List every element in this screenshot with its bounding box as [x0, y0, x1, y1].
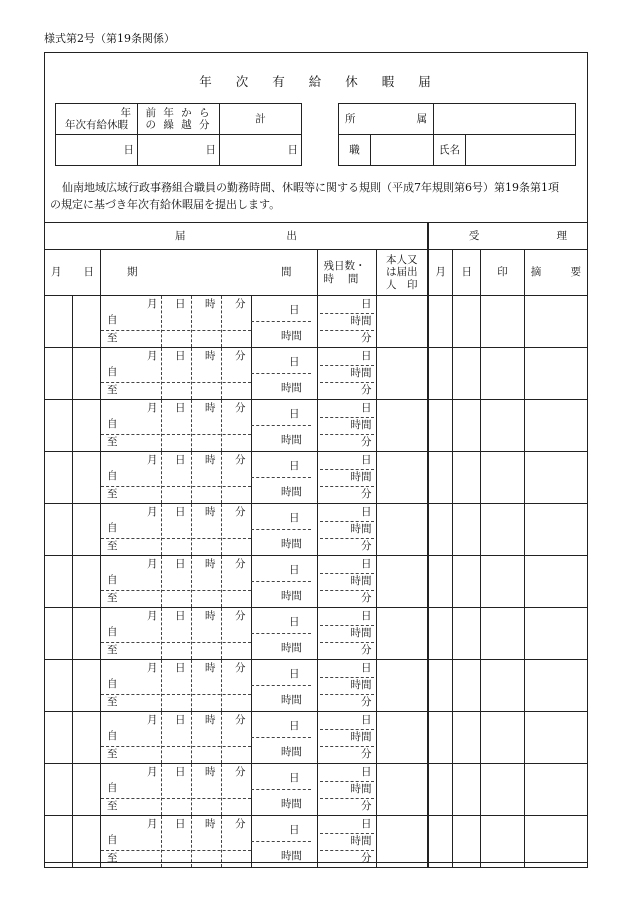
- row-receipt-remarks-field[interactable]: [524, 296, 587, 348]
- row-remaining-field[interactable]: [318, 452, 376, 504]
- title-char: 有: [272, 74, 285, 89]
- summary-carryover-header: 前 年 か ら の 繰 越 分: [138, 104, 220, 135]
- request-row: [45, 296, 588, 348]
- row-period-field[interactable]: [100, 400, 318, 452]
- row-remaining-day-unit: 日: [361, 558, 372, 570]
- row-seal-field[interactable]: [376, 400, 428, 452]
- row-remaining-minute-unit: 分: [361, 592, 372, 604]
- row-from-label: 自: [106, 678, 118, 690]
- row-day-unit: 日: [174, 558, 186, 570]
- row-duration-day-unit: 日: [288, 356, 300, 368]
- row-remaining-field[interactable]: [318, 400, 376, 452]
- row-duration-day-unit: 日: [288, 616, 300, 628]
- row-duration-day-unit: 日: [288, 304, 300, 316]
- row-day-field[interactable]: [72, 712, 100, 764]
- row-remaining-minute-unit: 分: [361, 748, 372, 760]
- row-receipt-day-field[interactable]: [453, 712, 481, 764]
- row-minute-unit: 分: [234, 558, 246, 570]
- row-day-unit: 日: [174, 714, 186, 726]
- row-day-unit: 日: [174, 402, 186, 414]
- row-month-field[interactable]: [45, 556, 73, 608]
- row-month-field[interactable]: [45, 348, 73, 400]
- request-row: [45, 400, 588, 452]
- request-row: [45, 556, 588, 608]
- row-remaining-minute-unit: 分: [361, 800, 372, 812]
- position-field[interactable]: [371, 135, 434, 166]
- row-from-label: 自: [106, 626, 118, 638]
- row-from-label: 自: [106, 470, 118, 482]
- title-char: 次: [235, 74, 249, 89]
- row-from-label: 自: [106, 418, 118, 430]
- row-seal-field[interactable]: [376, 452, 428, 504]
- leave-summary-table: [55, 103, 384, 166]
- row-day-unit: 日: [174, 454, 186, 466]
- row-period-field[interactable]: [100, 296, 318, 348]
- row-receipt-month-field[interactable]: [428, 348, 453, 400]
- row-hour-unit: 時: [204, 402, 216, 414]
- row-remaining-minute-unit: 分: [361, 332, 372, 344]
- header-receipt-seal: 印: [481, 250, 525, 296]
- row-receipt-day-field[interactable]: [453, 348, 481, 400]
- row-remaining-day-unit: 日: [361, 662, 372, 674]
- row-duration-hours-unit: 時間: [280, 434, 302, 446]
- request-row: [45, 608, 588, 660]
- row-month-unit: 月: [146, 350, 158, 362]
- row-day-field[interactable]: [72, 816, 100, 868]
- row-period-field[interactable]: [100, 608, 318, 660]
- row-duration-hours-unit: 時間: [280, 486, 302, 498]
- row-receipt-seal-field[interactable]: [481, 348, 525, 400]
- row-month-unit: 月: [146, 610, 158, 622]
- row-day-field[interactable]: [72, 348, 100, 400]
- row-to-label: 至: [106, 332, 118, 344]
- row-receipt-day-field[interactable]: [453, 816, 481, 868]
- row-receipt-day-field[interactable]: [453, 452, 481, 504]
- row-hour-unit: 時: [204, 350, 216, 362]
- row-receipt-month-field[interactable]: [428, 816, 453, 868]
- affiliation-field[interactable]: [434, 104, 576, 135]
- row-remaining-hours-unit: 時間: [350, 419, 372, 431]
- row-period-field[interactable]: [100, 816, 318, 868]
- row-receipt-seal-field[interactable]: [481, 452, 525, 504]
- leave-request-table: [44, 222, 588, 868]
- summary-total-header: 計: [220, 104, 302, 135]
- row-receipt-month-field[interactable]: [428, 712, 453, 764]
- header-remaining: 残日数・ 時 間: [318, 250, 376, 296]
- row-hour-unit: 時: [204, 714, 216, 726]
- row-remaining-day-unit: 日: [361, 350, 372, 362]
- row-remaining-day-unit: 日: [361, 402, 372, 414]
- row-receipt-remarks-field[interactable]: [524, 660, 587, 712]
- row-seal-field[interactable]: [376, 556, 428, 608]
- row-remaining-field[interactable]: [318, 556, 376, 608]
- row-month-unit: 月: [146, 298, 158, 310]
- row-period-field[interactable]: [100, 556, 318, 608]
- row-hour-unit: 時: [204, 662, 216, 674]
- row-duration-day-unit: 日: [288, 824, 300, 836]
- row-to-label: 至: [106, 436, 118, 448]
- section-receipt-header: 受 理: [428, 223, 588, 250]
- header-period: 期 間: [100, 250, 318, 296]
- row-duration-hours-unit: 時間: [280, 382, 302, 394]
- row-hour-unit: 時: [204, 506, 216, 518]
- row-hour-unit: 時: [204, 558, 216, 570]
- row-duration-hours-unit: 時間: [280, 850, 302, 862]
- row-from-label: 自: [106, 782, 118, 794]
- header-receipt-month: 月: [428, 250, 453, 296]
- row-remaining-hours-unit: 時間: [350, 315, 372, 327]
- row-receipt-month-field[interactable]: [428, 608, 453, 660]
- row-day-unit: 日: [174, 506, 186, 518]
- row-month-field[interactable]: [45, 504, 73, 556]
- row-receipt-month-field[interactable]: [428, 400, 453, 452]
- header-receipt-day: 日: [453, 250, 481, 296]
- row-day-field[interactable]: [72, 504, 100, 556]
- row-remaining-field[interactable]: [318, 816, 376, 868]
- row-minute-unit: 分: [234, 506, 246, 518]
- row-month-unit: 月: [146, 454, 158, 466]
- row-duration-hours-unit: 時間: [280, 330, 302, 342]
- row-remaining-field[interactable]: [318, 608, 376, 660]
- row-to-label: 至: [106, 540, 118, 552]
- row-receipt-month-field[interactable]: [428, 764, 453, 816]
- row-period-field[interactable]: [100, 764, 318, 816]
- row-receipt-day-field[interactable]: [453, 296, 481, 348]
- row-hour-unit: 時: [204, 298, 216, 310]
- row-receipt-seal-field[interactable]: [481, 764, 525, 816]
- row-duration-day-unit: 日: [288, 668, 300, 680]
- statement-line-2: の規定に基づき年次有給休暇届を提出します。: [50, 198, 281, 211]
- title-char: 休: [345, 74, 358, 89]
- row-day-field[interactable]: [72, 764, 100, 816]
- row-day-unit: 日: [174, 818, 186, 830]
- request-row: [45, 764, 588, 816]
- row-from-label: 自: [106, 834, 118, 846]
- row-receipt-seal-field[interactable]: [481, 556, 525, 608]
- row-hour-unit: 時: [204, 610, 216, 622]
- row-remaining-day-unit: 日: [361, 610, 372, 622]
- row-duration-hours-unit: 時間: [280, 694, 302, 706]
- request-row: [45, 816, 588, 868]
- row-receipt-seal-field[interactable]: [481, 400, 525, 452]
- row-receipt-remarks-field[interactable]: [524, 608, 587, 660]
- row-receipt-remarks-field[interactable]: [524, 764, 587, 816]
- row-period-field[interactable]: [100, 712, 318, 764]
- row-duration-day-unit: 日: [288, 408, 300, 420]
- row-seal-field[interactable]: [376, 608, 428, 660]
- row-remaining-day-unit: 日: [361, 506, 372, 518]
- row-to-label: 至: [106, 592, 118, 604]
- row-month-field[interactable]: [45, 400, 73, 452]
- row-duration-day-unit: 日: [288, 564, 300, 576]
- row-month-field[interactable]: [45, 452, 73, 504]
- row-duration-day-unit: 日: [288, 772, 300, 784]
- row-remaining-minute-unit: 分: [361, 436, 372, 448]
- row-to-label: 至: [106, 644, 118, 656]
- row-to-label: 至: [106, 748, 118, 760]
- title-char: 年: [199, 74, 212, 89]
- row-minute-unit: 分: [234, 402, 246, 414]
- row-month-unit: 月: [146, 402, 158, 414]
- row-month-unit: 月: [146, 558, 158, 570]
- row-remaining-field[interactable]: [318, 348, 376, 400]
- affiliation-label: 所 属: [339, 104, 434, 135]
- row-month-unit: 月: [146, 506, 158, 518]
- row-receipt-remarks-field[interactable]: [524, 452, 587, 504]
- row-remaining-day-unit: 日: [361, 454, 372, 466]
- row-receipt-month-field[interactable]: [428, 556, 453, 608]
- row-period-field[interactable]: [100, 660, 318, 712]
- row-remaining-day-unit: 日: [361, 714, 372, 726]
- row-receipt-day-field[interactable]: [453, 504, 481, 556]
- row-seal-field[interactable]: [376, 660, 428, 712]
- row-day-field[interactable]: [72, 400, 100, 452]
- form-label: 様式第2号（第19条関係）: [44, 32, 175, 45]
- row-receipt-month-field[interactable]: [428, 504, 453, 556]
- header-seal: 本人又 は届出 人 印: [376, 250, 428, 296]
- row-hour-unit: 時: [204, 454, 216, 466]
- title-char: 暇: [381, 74, 395, 89]
- row-remaining-minute-unit: 分: [361, 644, 372, 656]
- row-remaining-minute-unit: 分: [361, 384, 372, 396]
- request-row: [45, 452, 588, 504]
- row-from-label: 自: [106, 314, 118, 326]
- row-receipt-seal-field[interactable]: [481, 712, 525, 764]
- row-day-field[interactable]: [72, 452, 100, 504]
- summary-year-header: 年 年次有給休暇: [56, 104, 138, 135]
- row-month-field[interactable]: [45, 764, 73, 816]
- row-minute-unit: 分: [234, 454, 246, 466]
- row-seal-field[interactable]: [376, 348, 428, 400]
- row-receipt-month-field[interactable]: [428, 660, 453, 712]
- row-remaining-minute-unit: 分: [361, 488, 372, 500]
- row-day-field[interactable]: [72, 608, 100, 660]
- row-day-unit: 日: [174, 662, 186, 674]
- row-day-field[interactable]: [72, 296, 100, 348]
- row-receipt-seal-field[interactable]: [481, 504, 525, 556]
- statement-line-1: 仙南地域広域行政事務組合職員の勤務時間、休暇等に関する規則（平成7年規則第6号）第19条第1項: [62, 181, 559, 194]
- position-label: 職: [339, 135, 371, 166]
- row-receipt-remarks-field[interactable]: [524, 400, 587, 452]
- row-receipt-month-field[interactable]: [428, 296, 453, 348]
- row-receipt-seal-field[interactable]: [481, 608, 525, 660]
- row-remaining-hours-unit: 時間: [350, 835, 372, 847]
- row-remaining-hours-unit: 時間: [350, 367, 372, 379]
- row-remaining-field[interactable]: [318, 764, 376, 816]
- row-to-label: 至: [106, 384, 118, 396]
- row-receipt-seal-field[interactable]: [481, 296, 525, 348]
- row-to-label: 至: [106, 800, 118, 812]
- row-receipt-day-field[interactable]: [453, 660, 481, 712]
- row-remaining-hours-unit: 時間: [350, 575, 372, 587]
- row-duration-day-unit: 日: [288, 460, 300, 472]
- name-label: 氏名: [434, 135, 466, 166]
- row-receipt-remarks-field[interactable]: [524, 556, 587, 608]
- row-seal-field[interactable]: [376, 816, 428, 868]
- row-to-label: 至: [106, 696, 118, 708]
- row-remaining-hours-unit: 時間: [350, 627, 372, 639]
- row-duration-day-unit: 日: [288, 720, 300, 732]
- row-day-field[interactable]: [72, 556, 100, 608]
- row-minute-unit: 分: [234, 350, 246, 362]
- row-receipt-day-field[interactable]: [453, 400, 481, 452]
- row-receipt-remarks-field[interactable]: [524, 504, 587, 556]
- row-from-label: 自: [106, 574, 118, 586]
- employee-info-table: [338, 103, 576, 166]
- row-month-field[interactable]: [45, 816, 73, 868]
- request-row: [45, 504, 588, 556]
- row-from-label: 自: [106, 522, 118, 534]
- row-duration-hours-unit: 時間: [280, 642, 302, 654]
- row-remaining-day-unit: 日: [361, 766, 372, 778]
- row-remaining-hours-unit: 時間: [350, 731, 372, 743]
- row-remaining-minute-unit: 分: [361, 852, 372, 864]
- row-remaining-day-unit: 日: [361, 298, 372, 310]
- row-receipt-day-field[interactable]: [453, 764, 481, 816]
- request-row: [45, 348, 588, 400]
- row-remaining-field[interactable]: [318, 712, 376, 764]
- row-minute-unit: 分: [234, 662, 246, 674]
- row-seal-field[interactable]: [376, 296, 428, 348]
- row-duration-hours-unit: 時間: [280, 538, 302, 550]
- row-from-label: 自: [106, 366, 118, 378]
- row-from-label: 自: [106, 730, 118, 742]
- row-receipt-seal-field[interactable]: [481, 660, 525, 712]
- row-receipt-seal-field[interactable]: [481, 816, 525, 868]
- row-month-field[interactable]: [45, 296, 73, 348]
- row-hour-unit: 時: [204, 818, 216, 830]
- row-duration-day-unit: 日: [288, 512, 300, 524]
- header-receipt-remarks: 摘 要: [524, 250, 587, 296]
- row-minute-unit: 分: [234, 818, 246, 830]
- row-remaining-hours-unit: 時間: [350, 679, 372, 691]
- row-month-unit: 月: [146, 662, 158, 674]
- row-duration-hours-unit: 時間: [280, 590, 302, 602]
- row-period-field[interactable]: [100, 504, 318, 556]
- request-row: [45, 660, 588, 712]
- summary-carryover-days: 日: [138, 135, 220, 166]
- row-to-label: 至: [106, 488, 118, 500]
- row-seal-field[interactable]: [376, 712, 428, 764]
- row-remaining-field[interactable]: [318, 660, 376, 712]
- row-seal-field[interactable]: [376, 764, 428, 816]
- title-char: 給: [308, 74, 322, 89]
- row-remaining-minute-unit: 分: [361, 540, 372, 552]
- row-day-unit: 日: [174, 610, 186, 622]
- row-month-unit: 月: [146, 766, 158, 778]
- row-to-label: 至: [106, 852, 118, 864]
- row-month-unit: 月: [146, 818, 158, 830]
- row-receipt-month-field[interactable]: [428, 452, 453, 504]
- summary-year-days: 日: [56, 135, 138, 166]
- title-char: 届: [418, 74, 431, 89]
- row-day-field[interactable]: [72, 660, 100, 712]
- row-month-unit: 月: [146, 714, 158, 726]
- row-duration-hours-unit: 時間: [280, 798, 302, 810]
- summary-total-days: 日: [220, 135, 302, 166]
- row-remaining-day-unit: 日: [361, 818, 372, 830]
- row-period-field[interactable]: [100, 452, 318, 504]
- row-day-unit: 日: [174, 298, 186, 310]
- row-minute-unit: 分: [234, 714, 246, 726]
- row-remaining-field[interactable]: [318, 504, 376, 556]
- request-row: [45, 712, 588, 764]
- row-hour-unit: 時: [204, 766, 216, 778]
- row-minute-unit: 分: [234, 766, 246, 778]
- row-month-field[interactable]: [45, 608, 73, 660]
- row-remaining-hours-unit: 時間: [350, 523, 372, 535]
- row-receipt-day-field[interactable]: [453, 608, 481, 660]
- row-month-field[interactable]: [45, 660, 73, 712]
- row-receipt-remarks-field[interactable]: [524, 348, 587, 400]
- row-receipt-remarks-field[interactable]: [524, 712, 587, 764]
- section-submission-header: 届 出: [45, 223, 428, 250]
- row-day-unit: 日: [174, 350, 186, 362]
- row-period-field[interactable]: [100, 348, 318, 400]
- row-remaining-hours-unit: 時間: [350, 783, 372, 795]
- row-minute-unit: 分: [234, 298, 246, 310]
- row-remaining-field[interactable]: [318, 296, 376, 348]
- row-receipt-day-field[interactable]: [453, 556, 481, 608]
- row-remaining-hours-unit: 時間: [350, 471, 372, 483]
- row-remaining-minute-unit: 分: [361, 696, 372, 708]
- row-month-field[interactable]: [45, 712, 73, 764]
- header-month-day: 月 日: [45, 250, 101, 296]
- form-title: [0, 72, 630, 90]
- name-field[interactable]: [466, 135, 576, 166]
- row-duration-hours-unit: 時間: [280, 746, 302, 758]
- row-day-unit: 日: [174, 766, 186, 778]
- row-receipt-remarks-field[interactable]: [524, 816, 587, 868]
- row-minute-unit: 分: [234, 610, 246, 622]
- row-seal-field[interactable]: [376, 504, 428, 556]
